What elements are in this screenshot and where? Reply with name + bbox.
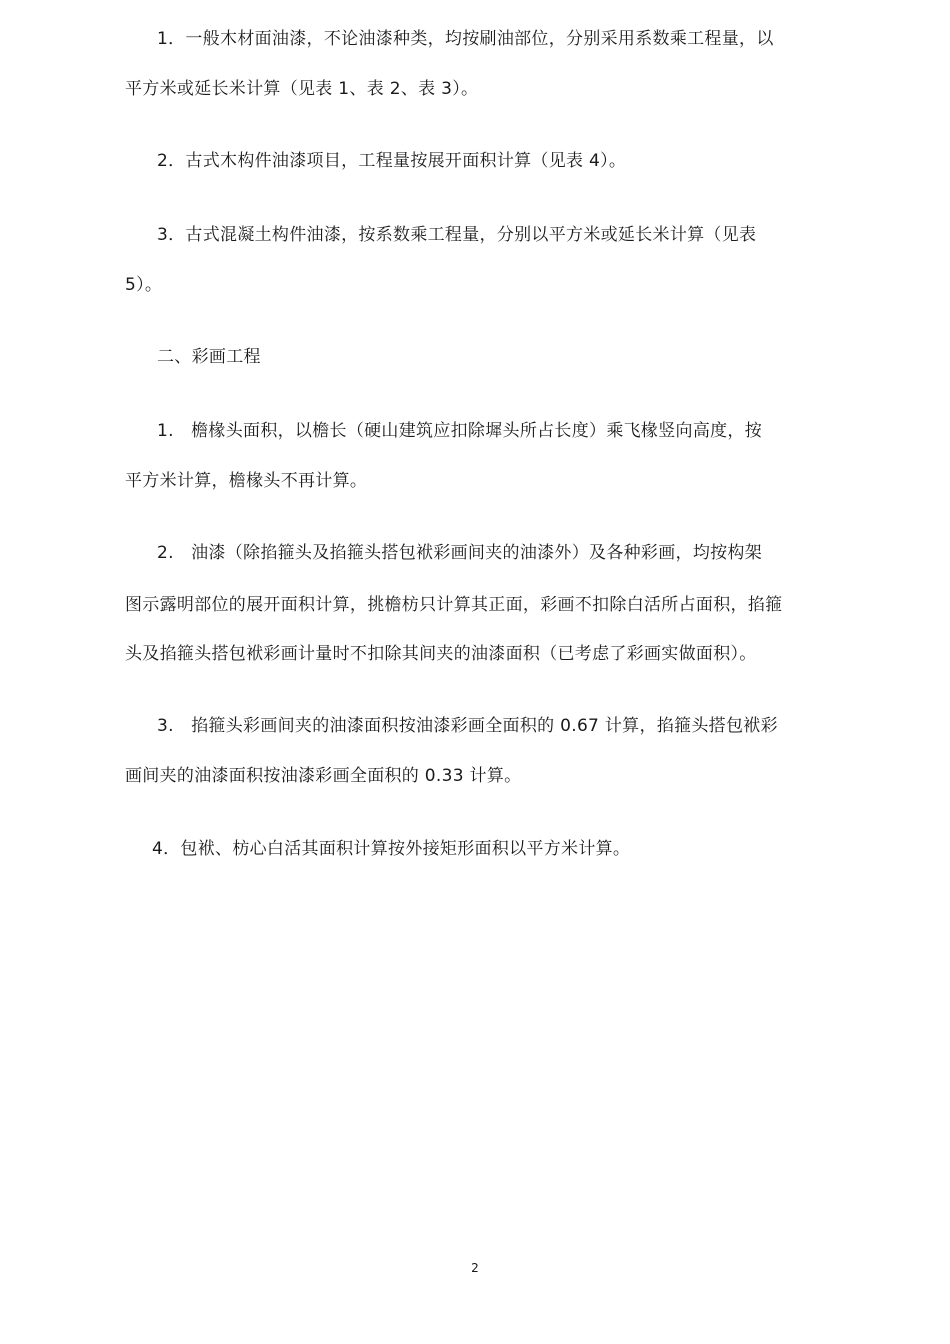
text-line: 头及掐箍头搭包袱彩画计量时不扣除其间夹的油漆面积（已考虑了彩画实做面积）。 [125, 644, 757, 664]
text-line: 1．一般木材面油漆，不论油漆种类，均按刷油部位，分别采用系数乘工程量，以 [157, 29, 774, 49]
page-number: 2 [471, 1261, 479, 1275]
text-line: 4．包袱、枋心白活其面积计算按外接矩形面积以平方米计算。 [152, 839, 631, 859]
section-heading: 二、彩画工程 [157, 347, 261, 367]
text-line: 2. 油漆（除掐箍头及掐箍头搭包袱彩画间夹的油漆外）及各种彩画，均按构架 [157, 543, 763, 563]
text-line: 3．古式混凝土构件油漆，按系数乘工程量，分别以平方米或延长米计算（见表 [157, 225, 757, 245]
text-line: 画间夹的油漆面积按油漆彩画全面积的 0.33 计算。 [125, 766, 522, 786]
text-line: 3. 掐箍头彩画间夹的油漆面积按油漆彩画全面积的 0.67 计算，掐箍头搭包袱彩 [157, 716, 778, 736]
text-line: 2．古式木构件油漆项目，工程量按展开面积计算（见表 4）。 [157, 151, 627, 171]
text-line: 5）。 [125, 275, 163, 295]
text-line: 图示露明部位的展开面积计算，挑檐枋只计算其正面，彩画不扣除白活所占面积，掐箍 [125, 595, 783, 615]
text-line: 平方米或延长米计算（见表 1、表 2、表 3）。 [125, 79, 479, 99]
text-line: 1. 檐椽头面积，以檐长（硬山建筑应扣除墀头所占长度）乘飞椽竖向高度，按 [157, 421, 763, 441]
text-line: 平方米计算，檐椽头不再计算。 [125, 471, 368, 491]
